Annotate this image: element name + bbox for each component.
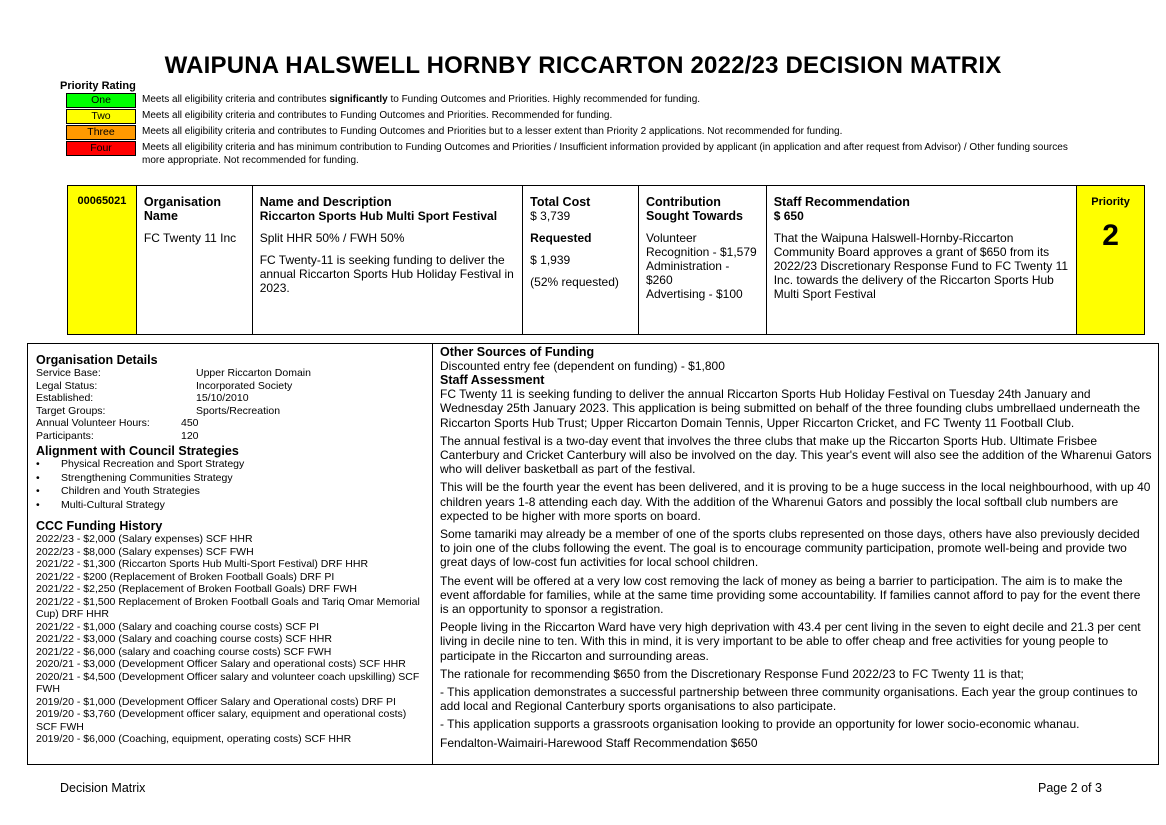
requested-percent: (52% requested) — [530, 275, 619, 289]
priority-column — [1077, 186, 1144, 334]
alignment-item: • Children and Youth Strategies — [36, 485, 432, 499]
requested-label: Requested — [530, 231, 592, 245]
funding-history-item: 2020/21 - $4,500 (Development Officer salary and volunteer coach upskilling) SCF FWH — [36, 670, 420, 695]
priority-row-one — [66, 93, 1092, 109]
funding-history-item: 2019/20 - $1,000 (Development Officer Salary and Operational costs) DRF PI — [36, 695, 396, 708]
priority-rating-label: Priority Rating — [60, 80, 136, 92]
project-name: Riccarton Sports Hub Multi Sport Festival — [259, 209, 498, 223]
details-panel — [27, 343, 1159, 765]
staff-rec-column — [767, 186, 1077, 334]
org-detail-row: Legal Status: Incorporated Society — [36, 379, 293, 392]
funding-history-heading: CCC Funding History — [36, 519, 163, 533]
staff-rec-amount: $ 650 — [773, 209, 804, 223]
requested-amount: $ 1,939 — [530, 253, 571, 267]
funding-history-list — [36, 533, 432, 746]
funding-history-item: 2022/23 - $8,000 (Salary expenses) SCF FWH — [36, 545, 254, 558]
org-detail-row: Established: 15/10/2010 — [36, 392, 249, 404]
funding-history-item: 2021/22 - $200 (Replacement of Broken Football Goals) DRF PI — [36, 570, 335, 583]
staff-rec-text: That the Waipuna Halswell-Hornby-Riccarton Community Board approves a grant of $650 from its 2022/23 Discretionary Response Fund to FC Twenty 11 Inc. towards the delivery of the Riccarton Sports Hub Multi Sport Festival — [773, 231, 1069, 301]
footer-page-number: Page 2 of 3 — [1038, 781, 1102, 795]
contribution-item: Administration - $260 — [645, 259, 730, 287]
alignment-item: • Strengthening Communities Strategy — [36, 472, 432, 486]
contribution-header: Contribution Sought Towards — [645, 195, 743, 223]
priority-swatch-two: Two — [66, 109, 136, 124]
assessment-paragraph: The rationale for recommending $650 from the Discretionary Response Fund 2022/23 to FC Twenty 11 is that; — [440, 666, 1024, 681]
split-text: Split HHR 50% / FWH 50% — [259, 231, 405, 245]
details-left — [28, 344, 433, 764]
funding-history-item: 2021/22 - $1,000 (Salary and coaching course costs) SCF PI — [36, 620, 320, 633]
org-detail-row: Target Groups: Sports/Recreation — [36, 404, 281, 417]
priority-value: 2 — [1102, 219, 1119, 252]
priority-header: Priority — [1091, 196, 1130, 208]
funding-history-item: 2019/20 - $3,760 (Development officer salary, equipment and operational costs) SCF FWH — [36, 708, 407, 733]
priority-swatch-one: One — [66, 93, 136, 108]
org-name: FC Twenty 11 Inc — [143, 231, 237, 245]
application-id: 00065021 — [68, 186, 137, 334]
funding-history-item: 2022/23 - $2,000 (Salary expenses) SCF HHR — [36, 533, 253, 545]
priority-swatch-three: Three — [66, 125, 136, 140]
alignment-item: • Physical Recreation and Sport Strategy — [36, 458, 432, 472]
org-detail-row: Annual Volunteer Hours: 450 — [36, 417, 199, 429]
priority-row-four — [66, 141, 1092, 174]
assessment-paragraph: The annual festival is a two-day event that involves the three clubs that make up the Riccarton Sports Hub. Ultimate Frisbee Canterbury and Cricket Canterbury will also be involved on the day. This year's event will also see the addition of the Wharenui Gators who will deliver basketball as part of the festival. — [440, 433, 1152, 477]
funding-history-item: 2021/22 - $3,000 (Salary and coaching course costs) SCF HHR — [36, 633, 332, 645]
alignment-heading: Alignment with Council Strategies — [36, 444, 239, 458]
priority-desc-two: Meets all eligibility criteria and contributes to Funding Outcomes and Priorities. Recommended for funding. — [142, 110, 613, 121]
name-column — [253, 186, 523, 334]
org-detail-row: Service Base: Upper Riccarton Domain — [36, 367, 311, 379]
priority-rating-legend — [66, 93, 1092, 174]
priority-desc-four: Meets all eligibility criteria and has minimum contribution to Funding Outcomes and Priorities / Insufficient information provided by applicant (in application and after request from Advisor) / Other funding sources more appropriate. Not recommended for funding. — [142, 142, 1068, 166]
org-details-heading: Organisation Details — [36, 353, 158, 367]
decision-matrix-row — [67, 185, 1145, 335]
other-sources-text: Discounted entry fee (dependent on funding) - $1,800 — [440, 359, 725, 373]
priority-desc-three: Meets all eligibility criteria and contributes to Funding Outcomes and Priorities but to a lesser extent than Priority 2 applications. Not recommended for funding. — [142, 126, 843, 137]
contribution-column — [639, 186, 767, 334]
details-right — [433, 344, 1158, 764]
assessment-paragraph: FC Twenty 11 is seeking funding to deliver the annual Riccarton Sports Hub Holiday Festival on Tuesday 24th January and Wednesday 25th January 2023. This application is being submitted on behalf of the three founding clubs umbrellaed underneath the Riccarton Sports Hub Trust; Upper Riccarton Domain Tennis, Upper Riccarton Cricket, and FC Twenty 11 Football Club. — [440, 387, 1141, 430]
assessment-paragraph: Fendalton-Waimairi-Harewood Staff Recommendation $650 — [440, 735, 758, 750]
page-title: WAIPUNA HALSWELL HORNBY RICCARTON 2022/23 DECISION MATRIX — [164, 52, 1002, 79]
funding-history-item: 2021/22 - $2,250 (Replacement of Broken Football Goals) DRF FWH — [36, 583, 357, 595]
total-cost: $ 3,739 — [530, 209, 571, 223]
org-header: Organisation Name — [143, 195, 221, 223]
project-description: FC Twenty-11 is seeking funding to deliver the annual Riccarton Sports Hub Holiday Festival in 2023. — [259, 253, 514, 295]
funding-history-item: 2021/22 - $1,500 Replacement of Broken Football Goals and Tariq Omar Memorial Cup) DRF HHR — [36, 595, 420, 620]
assessment-paragraph: - This application supports a grassroots organisation looking to provide an opportunity for lower socio-economic whanau. — [440, 717, 1080, 732]
name-header: Name and Description — [259, 195, 392, 209]
contribution-item: Volunteer Recognition - $1,579 — [645, 231, 757, 259]
priority-swatch-four: Four — [66, 141, 136, 156]
funding-history-item: 2021/22 - $6,000 (salary and coaching course costs) SCF FWH — [36, 645, 332, 658]
alignment-list — [36, 458, 432, 512]
assessment-paragraph: People living in the Riccarton Ward have very high deprivation with 43.4 per cent living in the seven to eight decile and 21.3 per cent living in decile nine to ten. With this in mind, it is very important to be able to offer cheap and free activities for young people to participate in the Riccarton and surrounding areas. — [440, 620, 1141, 663]
footer-doc-name: Decision Matrix — [60, 781, 146, 795]
assessment-paragraph: This will be the fourth year the event has been delivered, and it is proving to be a huge success in the local neighbourhood, with up 40 children years 1-8 attending each day. With the addition of the Wharenui Gators and possibly the local softball club numbers are expected to be higher with more sports on board. — [440, 480, 1151, 523]
staff-assessment-heading: Staff Assessment — [440, 373, 545, 388]
funding-history-item: 2019/20 - $6,000 (Coaching, equipment, operating costs) SCF HHR — [36, 733, 352, 745]
priority-desc-one: Meets all eligibility criteria and contributes significantly to Funding Outcomes and Priorities. Highly recommended for funding. — [142, 94, 701, 105]
funding-history-item: 2021/22 - $1,300 (Riccarton Sports Hub Multi-Sport Festival) DRF HHR — [36, 558, 369, 570]
org-column — [137, 186, 253, 334]
assessment-paragraph: Some tamariki may already be a member of one of the sports clubs represented on those days, others have also previously decided to join one of the clubs following the event. The goal is to encourage community participation, promote well-being and provide two great days of low-cost fun activities for local school children. — [440, 527, 1140, 570]
cost-header: Total Cost — [530, 195, 591, 209]
assessment-paragraph: - This application demonstrates a successful partnership between three community organisations. Each year the group continues to add local and Regional Canterbury sports organisations to also participate. — [440, 685, 1138, 714]
funding-history-item: 2020/21 - $3,000 (Development Officer Salary and operational costs) SCF HHR — [36, 658, 406, 670]
priority-row-three — [66, 125, 1092, 141]
contribution-item: Advertising - $100 — [645, 287, 743, 301]
cost-column — [523, 186, 639, 334]
staff-rec-header: Staff Recommendation — [773, 195, 910, 209]
alignment-item: • Multi-Cultural Strategy — [36, 499, 432, 513]
priority-row-two — [66, 109, 1092, 125]
other-sources-heading: Other Sources of Funding — [440, 345, 595, 359]
assessment-paragraph: The event will be offered at a very low cost removing the lack of money as being a barrier to participation. The aim is to make the event affordable for families, while at the same time providing some accountability. If families cannot afford to pay for the event there is an opportunity to sponsor a registration. — [440, 573, 1141, 617]
org-detail-row: Participants: 120 — [36, 429, 199, 442]
